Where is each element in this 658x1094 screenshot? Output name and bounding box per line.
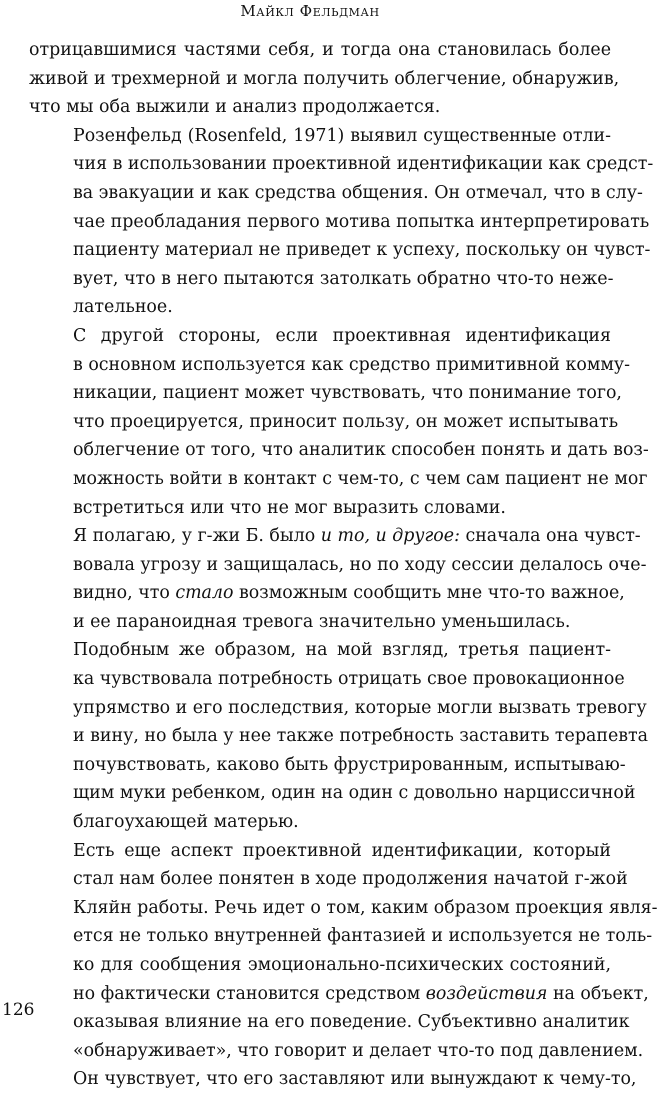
- text-line: [29, 865, 628, 894]
- text-line: [29, 922, 653, 951]
- text-run: Подобным же образом, на мой взгляд, третья пациент-: [73, 640, 611, 661]
- text-line: [29, 93, 611, 122]
- text-line: [29, 894, 658, 923]
- text-run: на объект,: [547, 983, 649, 1004]
- text-line: [29, 665, 625, 694]
- paragraph: [29, 122, 654, 322]
- text-line: [29, 1008, 630, 1037]
- text-line: [29, 265, 614, 294]
- text-line: [29, 179, 643, 208]
- text-run: и ее параноидная тревога значительно уменьшилась.: [73, 611, 571, 632]
- text-run: чия в использовании проективной идентификации как средст-: [73, 154, 654, 175]
- text-run: чае преобладания первого мотива попытка интерпретировать: [73, 211, 650, 232]
- text-line: [29, 636, 611, 665]
- text-run: живой и трехмерной и могла получить облегчение, обнаружив,: [29, 68, 620, 89]
- text-run: отрицавшимися частями себя, и тогда она становилась более: [29, 40, 611, 60]
- text-line: [29, 522, 641, 551]
- text-run: вует, что в него пытаются затолкать обратно что-то неже-: [73, 268, 614, 289]
- text-line: [29, 293, 611, 322]
- text-run: стал нам более понятен в ходе продолжения начатой г-жой: [73, 869, 628, 890]
- text-line: [29, 236, 651, 265]
- text-run: вовала угрозу и защищалась, но по ходу сессии делалось оче-: [73, 554, 647, 575]
- text-line: [29, 494, 611, 523]
- text-run: но фактически становится средством: [73, 983, 426, 1004]
- text-run: Розенфельд (Rosenfeld, 1971) выявил существенные отли-: [73, 125, 611, 146]
- text-line: [29, 951, 611, 980]
- text-run: никации, пациент может чувствовать, что понимание того,: [73, 383, 622, 404]
- text-line: [29, 808, 611, 837]
- text-run: лательное.: [73, 297, 173, 318]
- text-run: почувствовать, каково быть фрустрированным, испытываю-: [73, 754, 626, 775]
- text-run: Я полагаю, у г-жи Б. было: [73, 526, 321, 547]
- text-run: щим муки ребенком, один на один с довольно нарциссичной: [73, 783, 636, 804]
- text-run: можность войти в контакт с чем-то, с чем сам пациент не мог: [73, 468, 648, 489]
- text-run: ва эвакуации и как средства общения. Он отмечал, что в слу-: [73, 182, 643, 203]
- text-run: «обнаруживает», что говорит и делает что-то под давлением.: [73, 1040, 644, 1061]
- text-run: пациенту материал не приведет к успеху, поскольку он чувст-: [73, 240, 651, 261]
- text-run: ка чувствовала потребность отрицать свое провокационное: [73, 669, 625, 690]
- text-run: что мы оба выжили и анализ продолжается.: [29, 97, 441, 118]
- text-run: облегчение от того, что аналитик способен понять и дать воз-: [73, 440, 649, 461]
- text-line: [29, 751, 626, 780]
- paragraph: [29, 636, 649, 836]
- text-run: Есть еще аспект проективной идентификации, который: [73, 840, 611, 861]
- text-run: возможным сообщить мне что-то важное,: [233, 583, 625, 604]
- text-run: упрямство и его последствия, которые могли вызвать тревогу: [73, 697, 647, 718]
- text-line: [29, 980, 649, 1009]
- text-line: [29, 608, 611, 637]
- text-run: в основном используется как средство примитивной комму-: [73, 354, 631, 375]
- text-run: С другой стороны, если проективная идентификация: [73, 325, 611, 346]
- text-line: [29, 408, 619, 437]
- text-run: ко для сообщения эмоционально-психических состояний,: [73, 955, 611, 975]
- text-line: [29, 837, 611, 866]
- text-run: видно, что: [73, 583, 176, 604]
- paragraph: [29, 522, 647, 636]
- text-line: [29, 1037, 644, 1066]
- body-text: [29, 36, 658, 1094]
- text-line: [29, 36, 611, 65]
- italic-phrase: стало: [175, 583, 234, 604]
- text-run: Он чувствует, что его заставляют или вынуждают к чему-то,: [73, 1069, 637, 1090]
- text-line: [29, 551, 647, 580]
- text-run: благоухающей матерью.: [73, 812, 299, 833]
- text-run: и вину, но была у нее также потребность заставить терапевта: [73, 726, 649, 747]
- paragraph: [29, 36, 620, 122]
- text-line: [29, 1065, 637, 1094]
- text-line: [29, 150, 654, 179]
- text-run: ется не только внутренней фантазией и используется не толь-: [73, 926, 653, 947]
- running-head: Майкл Фельдман: [240, 2, 380, 20]
- text-run: Кляйн работы. Речь идет о том, каким образом проекция явля-: [73, 897, 658, 918]
- text-line: [29, 322, 611, 351]
- text-line: [29, 208, 650, 237]
- text-line: [29, 65, 620, 94]
- text-run: встретиться или что не мог выразить словами.: [73, 497, 506, 518]
- paragraph: [29, 322, 649, 522]
- text-run: что проецируется, приносит пользу, он может испытывать: [73, 411, 619, 432]
- text-line: [29, 722, 649, 751]
- text-run: оказывая влияние на его поведение. Субъективно аналитик: [73, 1012, 630, 1033]
- text-line: [29, 379, 622, 408]
- text-line: [29, 779, 636, 808]
- paragraph: [29, 837, 658, 1094]
- text-line: [29, 465, 648, 494]
- text-run: сначала она чувст-: [459, 526, 641, 547]
- text-line: [29, 351, 631, 380]
- italic-phrase: воздействия: [425, 983, 548, 1004]
- italic-phrase: и то, и другое:: [320, 526, 460, 547]
- text-line: [29, 579, 625, 608]
- page-number: 126: [2, 1000, 35, 1020]
- text-line: [29, 694, 647, 723]
- text-line: [29, 122, 611, 151]
- text-line: [29, 436, 649, 465]
